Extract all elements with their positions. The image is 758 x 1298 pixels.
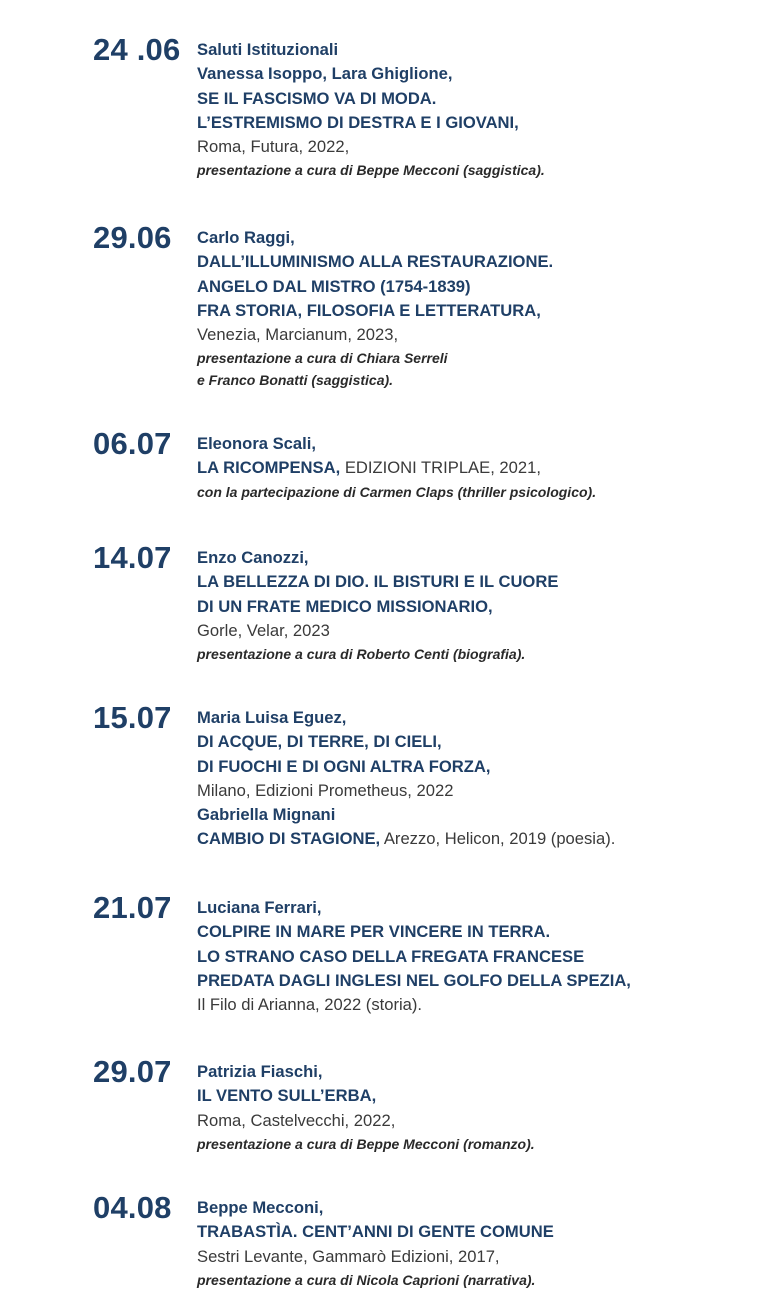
event-line <box>197 619 737 643</box>
event-line <box>197 456 737 480</box>
event-line <box>197 135 737 159</box>
event-date: 29.07 <box>93 1054 172 1089</box>
bold-text: PREDATA DAGLI INGLESI NEL GOLFO DELLA SPEZIA, <box>197 970 631 990</box>
note-text: e Franco Bonatti (saggistica). <box>197 372 394 389</box>
bold-text: Beppe Mecconi, <box>197 1198 324 1217</box>
bold-text: Saluti Istituzionali <box>197 40 339 59</box>
bold-text: Gabriella Mignani <box>197 805 336 825</box>
bold-text: SE IL FASCISMO VA DI MODA. <box>197 88 437 108</box>
event-line <box>197 1196 737 1220</box>
plain-text: EDIZIONI TRIPLAE, 2021, <box>340 458 541 478</box>
event-line <box>197 1220 737 1244</box>
event-line <box>197 896 737 920</box>
event-details <box>197 896 737 1017</box>
event-line <box>197 779 737 803</box>
event-line <box>197 62 737 86</box>
event-line <box>197 38 737 62</box>
event-line <box>197 827 737 851</box>
event-line <box>197 706 737 730</box>
bold-text: COLPIRE IN MARE PER VINCERE IN TERRA. <box>197 922 551 942</box>
event-details <box>197 432 737 503</box>
event-line <box>197 369 737 391</box>
event-line <box>197 755 737 779</box>
event-line <box>197 111 737 135</box>
bold-text: Patrizia Fiaschi, <box>197 1062 323 1081</box>
event-date: 21.07 <box>93 890 172 925</box>
bold-text: L’ESTREMISMO DI DESTRA E I GIOVANI, <box>197 112 519 132</box>
event-line <box>197 432 737 456</box>
bold-text: Luciana Ferrari, <box>197 898 322 917</box>
plain-text: Venezia, Marcianum, 2023, <box>197 325 399 345</box>
event-line <box>197 730 737 754</box>
bold-text: TRABASTÌA. CENT’ANNI DI GENTE COMUNE <box>197 1222 554 1242</box>
event-details <box>197 38 737 181</box>
bold-text: DI FUOCHI E DI OGNI ALTRA FORZA, <box>197 756 491 776</box>
event-line <box>197 1084 737 1108</box>
plain-text: Gorle, Velar, 2023 <box>197 620 330 640</box>
event-line <box>197 993 737 1017</box>
event-date: 24 .06 <box>93 32 181 67</box>
bold-text: LA RICOMPENSA, <box>197 458 341 478</box>
event-line <box>197 275 737 299</box>
bold-text: Vanessa Isoppo, Lara Ghiglione, <box>197 64 453 84</box>
event-date: 15.07 <box>93 700 172 735</box>
event-details <box>197 1196 737 1291</box>
bold-text: FRA STORIA, FILOSOFIA E LETTERATURA, <box>197 300 541 320</box>
event-line <box>197 920 737 944</box>
bold-text: Maria Luisa Eguez, <box>197 708 347 727</box>
note-text: presentazione a cura di Nicola Caprioni (narrativa). <box>197 1271 536 1288</box>
note-text: presentazione a cura di Chiara Serreli <box>197 350 448 367</box>
event-line <box>197 323 737 347</box>
event-line <box>197 1245 737 1269</box>
event-details <box>197 1060 737 1155</box>
event-line <box>197 1109 737 1133</box>
event-line <box>197 226 737 250</box>
bold-text: DI UN FRATE MEDICO MISSIONARIO, <box>197 596 493 616</box>
bold-text: Eleonora Scali, <box>197 434 316 453</box>
bold-text: Carlo Raggi, <box>197 228 295 247</box>
event-line <box>197 803 737 827</box>
event-line <box>197 595 737 619</box>
event-line <box>197 250 737 274</box>
note-text: presentazione a cura di Beppe Mecconi (saggistica). <box>197 162 545 179</box>
note-text: presentazione a cura di Roberto Centi (biografia). <box>197 646 526 663</box>
bold-text: Enzo Canozzi, <box>197 548 309 567</box>
event-line <box>197 347 737 369</box>
event-details <box>197 706 737 852</box>
event-date: 04.08 <box>93 1190 172 1225</box>
event-line <box>197 945 737 969</box>
plain-text: Milano, Edizioni Prometheus, 2022 <box>197 780 454 800</box>
bold-text: ANGELO DAL MISTRO (1754-1839) <box>197 276 471 296</box>
event-line <box>197 969 737 993</box>
bold-text: DI ACQUE, DI TERRE, DI CIELI, <box>197 732 442 752</box>
event-line <box>197 643 737 665</box>
event-details <box>197 226 737 391</box>
bold-text: LO STRANO CASO DELLA FREGATA FRANCESE <box>197 946 585 966</box>
event-line <box>197 1133 737 1155</box>
event-line <box>197 481 737 503</box>
note-text: con la partecipazione di Carmen Claps (thriller psicologico). <box>197 483 597 500</box>
bold-text: DALL’ILLUMINISMO ALLA RESTAURAZIONE. <box>197 252 554 272</box>
event-date: 14.07 <box>93 540 172 575</box>
bold-text: CAMBIO DI STAGIONE, <box>197 829 381 849</box>
event-line <box>197 299 737 323</box>
plain-text: Il Filo di Arianna, 2022 (storia). <box>197 995 423 1015</box>
event-details <box>197 546 737 665</box>
plain-text: Roma, Castelvecchi, 2022, <box>197 1110 396 1130</box>
event-line <box>197 159 737 181</box>
plain-text: Arezzo, Helicon, 2019 (poesia). <box>380 829 616 849</box>
event-line <box>197 546 737 570</box>
event-line <box>197 1060 737 1084</box>
bold-text: LA BELLEZZA DI DIO. IL BISTURI E IL CUORE <box>197 572 559 592</box>
bold-text: IL VENTO SULL’ERBA, <box>197 1086 377 1106</box>
event-line <box>197 1269 737 1291</box>
event-date: 29.06 <box>93 220 172 255</box>
plain-text: Roma, Futura, 2022, <box>197 137 350 157</box>
note-text: presentazione a cura di Beppe Mecconi (romanzo). <box>197 1135 535 1152</box>
plain-text: Sestri Levante, Gammarò Edizioni, 2017, <box>197 1246 500 1266</box>
event-line <box>197 570 737 594</box>
event-line <box>197 87 737 111</box>
event-date: 06.07 <box>93 426 172 461</box>
